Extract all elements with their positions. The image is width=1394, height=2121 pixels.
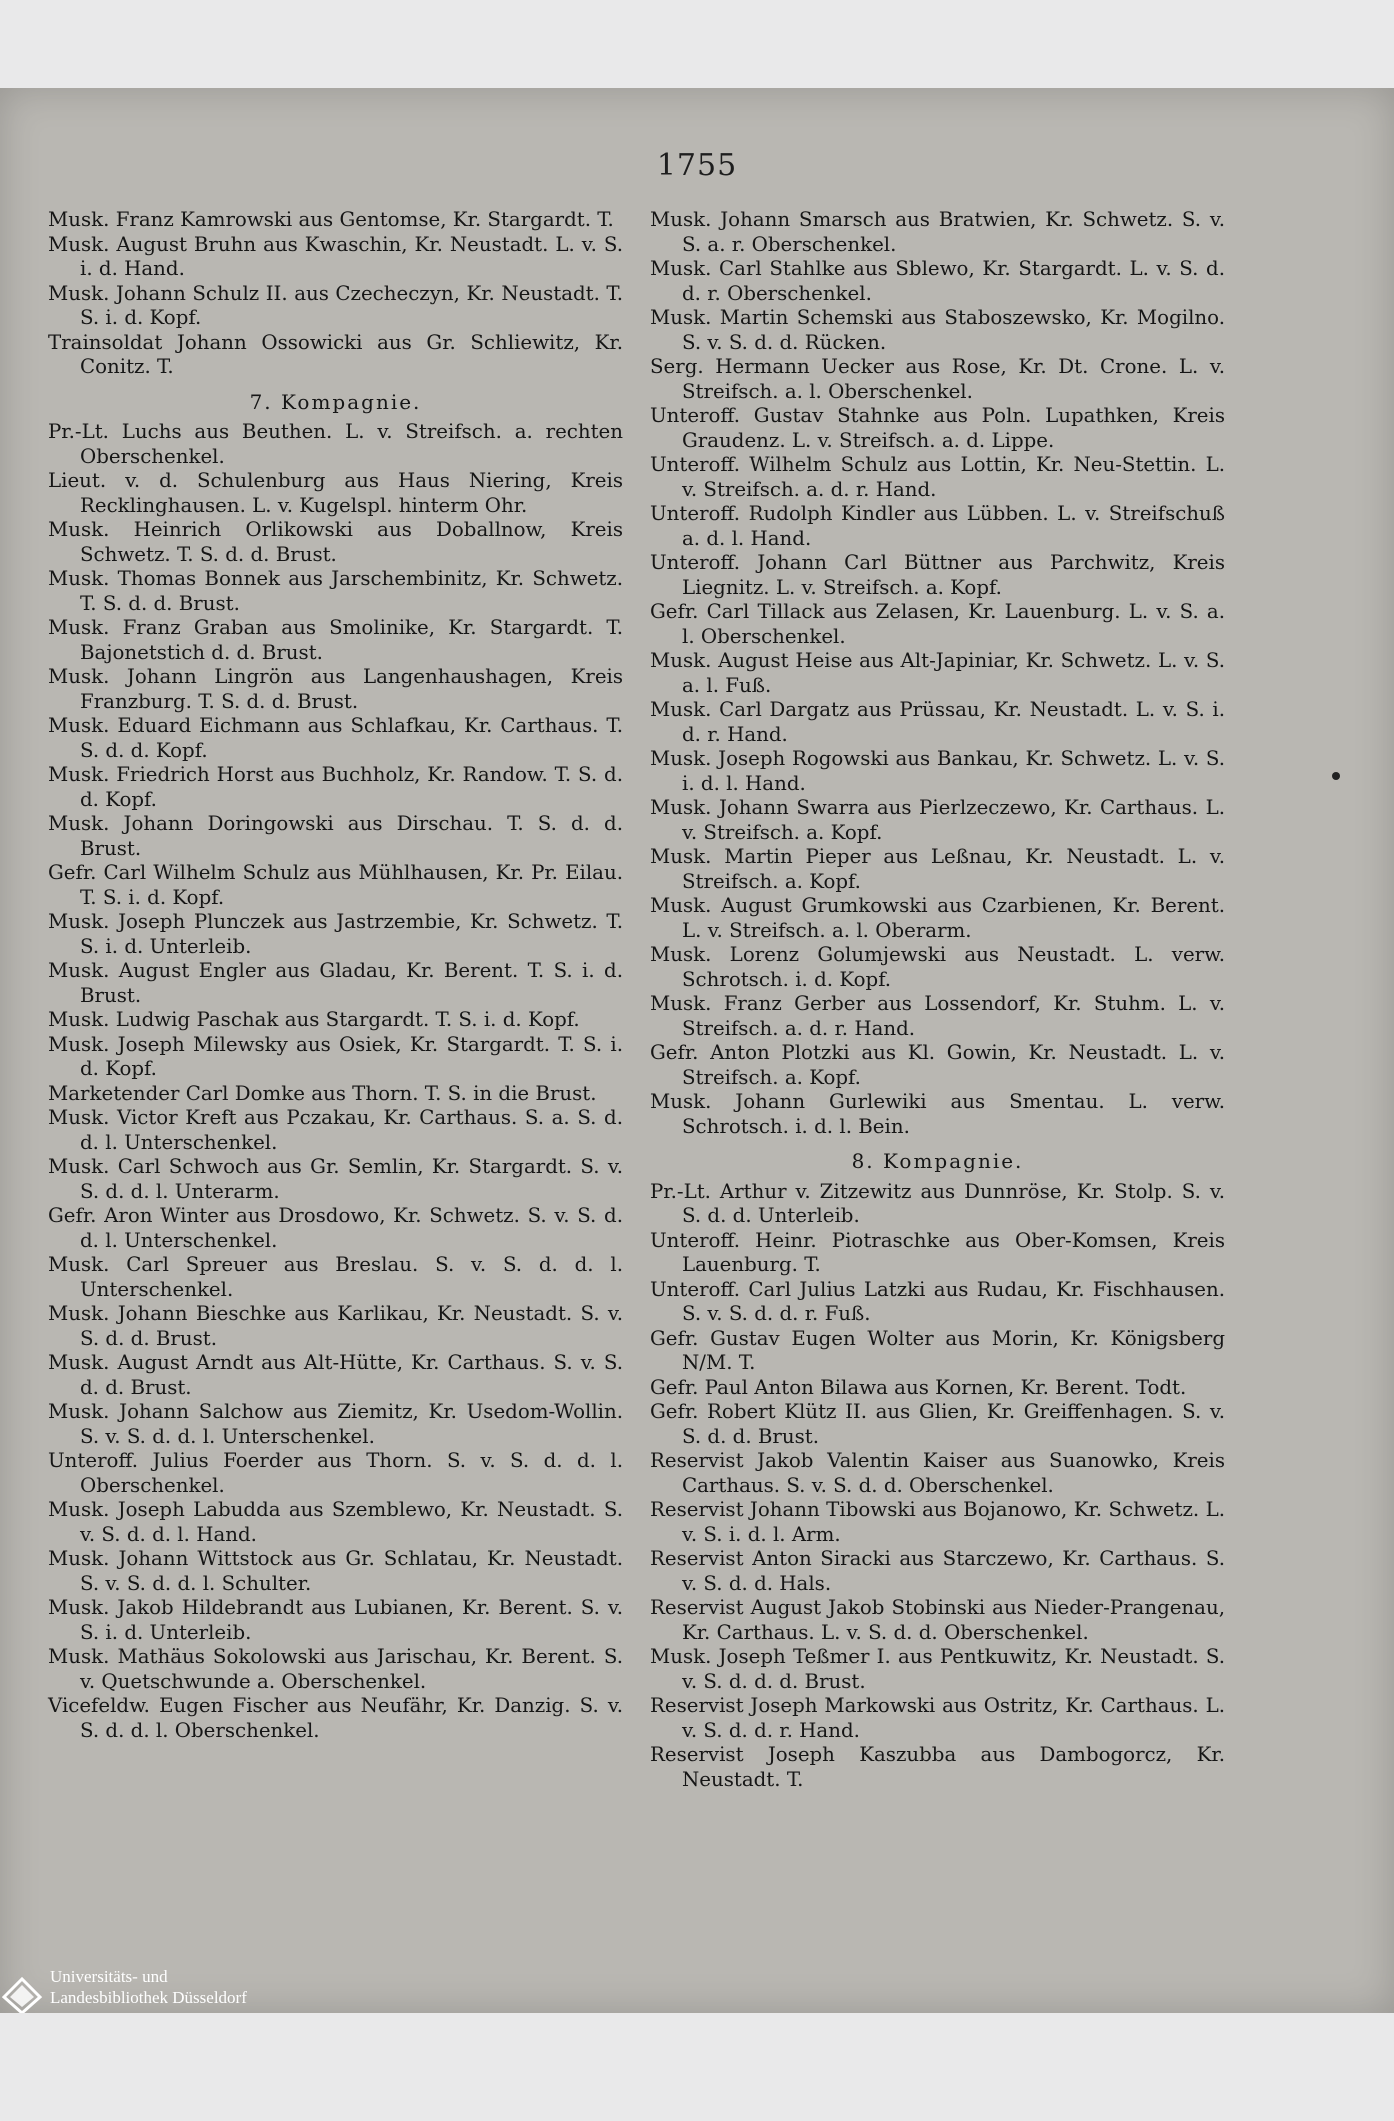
casualty-entry: Reservist Joseph Markowski aus Ostritz, Kr. Carthaus. L. v. S. d. d. r. Hand.: [650, 1694, 1225, 1742]
page-number: 1755: [656, 148, 738, 183]
casualty-entry: Vicefeldw. Eugen Fischer aus Neufähr, Kr. Danzig. S. v. S. d. d. l. Oberschenkel.: [48, 1694, 623, 1742]
casualty-entry: Musk. Joseph Plunczek aus Jastrzembie, Kr. Schwetz. T. S. i. d. Unterleib.: [48, 910, 623, 958]
left-column: [48, 208, 623, 1743]
casualty-entry: Musk. Martin Schemski aus Staboszewsko, Kr. Mogilno. S. v. S. d. d. Rücken.: [650, 306, 1225, 354]
right-column: [650, 208, 1225, 1792]
casualty-entry: Musk. Johann Swarra aus Pierlzeczewo, Kr. Carthaus. L. v. Streifsch. a. Kopf.: [650, 796, 1225, 844]
casualty-entry: Musk. Victor Kreft aus Pczakau, Kr. Carthaus. S. a. S. d. d. l. Unterschenkel.: [48, 1106, 623, 1154]
casualty-entry: Musk. Carl Stahlke aus Sblewo, Kr. Stargardt. L. v. S. d. d. r. Oberschenkel.: [650, 257, 1225, 305]
section-heading: 8. Kompagnie.: [851, 1149, 1024, 1173]
casualty-entry: Unteroff. Heinr. Piotraschke aus Ober-Komsen, Kreis Lauenburg. T.: [650, 1228, 1225, 1276]
casualty-entry: Musk. Joseph Rogowski aus Bankau, Kr. Schwetz. L. v. S. i. d. l. Hand.: [650, 747, 1225, 795]
casualty-entry: Musk. Heinrich Orlikowski aus Doballnow, Kreis Schwetz. T. S. d. d. Brust.: [48, 518, 623, 566]
casualty-entry: Gefr. Carl Wilhelm Schulz aus Mühlhausen, Kr. Pr. Eilau. T. S. i. d. Kopf.: [48, 861, 623, 909]
casualty-entry: Unteroff. Wilhelm Schulz aus Lottin, Kr. Neu-Stettin. L. v. Streifsch. a. d. r. Hand.: [650, 453, 1225, 501]
casualty-entry: Gefr. Paul Anton Bilawa aus Kornen, Kr. Berent. Todt.: [650, 1375, 1187, 1399]
casualty-entry: Gefr. Robert Klütz II. aus Glien, Kr. Greiffenhagen. S. v. S. d. d. Brust.: [650, 1400, 1225, 1448]
casualty-entry: Musk. Mathäus Sokolowski aus Jarischau, Kr. Berent. S. v. Quetschwunde a. Oberschenkel.: [48, 1645, 623, 1693]
margin-dot: [1332, 772, 1340, 780]
casualty-entry: Unteroff. Julius Foerder aus Thorn. S. v. S. d. d. l. Oberschenkel.: [48, 1449, 623, 1497]
casualty-entry: Musk. Carl Schwoch aus Gr. Semlin, Kr. Stargardt. S. v. S. d. d. l. Unterarm.: [48, 1155, 623, 1203]
casualty-entry: Musk. Johann Salchow aus Ziemitz, Kr. Usedom-Wollin. S. v. S. d. d. l. Unterschenkel.: [48, 1400, 623, 1448]
casualty-entry: Gefr. Aron Winter aus Drosdowo, Kr. Schwetz. S. v. S. d. d. l. Unterschenkel.: [48, 1204, 623, 1252]
casualty-entry: Musk. Ludwig Paschak aus Stargardt. T. S. i. d. Kopf.: [48, 1008, 580, 1031]
casualty-entry: Musk. Franz Graban aus Smolinike, Kr. Stargardt. T. Bajonetstich d. d. Brust.: [48, 616, 623, 664]
casualty-entry: Musk. Eduard Eichmann aus Schlafkau, Kr. Carthaus. T. S. d. d. Kopf.: [48, 714, 623, 762]
footer-line-2: Landesbibliothek Düsseldorf: [50, 1988, 247, 2007]
casualty-entry: Musk. August Heise aus Alt-Japiniar, Kr. Schwetz. L. v. S. a. l. Fuß.: [650, 649, 1225, 697]
library-footer: [0, 1963, 400, 2021]
casualty-entry: Musk. Johann Wittstock aus Gr. Schlatau, Kr. Neustadt. S. v. S. d. d. l. Schulter.: [48, 1547, 623, 1595]
casualty-entry: Unteroff. Carl Julius Latzki aus Rudau, Kr. Fischhausen. S. v. S. d. d. r. Fuß.: [650, 1277, 1225, 1325]
casualty-entry: Musk. Carl Spreuer aus Breslau. S. v. S. d. d. l. Unterschenkel.: [48, 1253, 623, 1301]
casualty-entry: Musk. Jakob Hildebrandt aus Lubianen, Kr. Berent. S. v. S. i. d. Unterleib.: [48, 1596, 623, 1644]
footer-line-1: Universitäts- und: [50, 1967, 168, 1986]
casualty-entry: Reservist Anton Siracki aus Starczewo, Kr. Carthaus. S. v. S. d. d. Hals.: [650, 1547, 1225, 1595]
casualty-entry: Reservist Jakob Valentin Kaiser aus Suanowko, Kreis Carthaus. S. v. S. d. d. Oberschenkel.: [650, 1449, 1225, 1497]
casualty-entry: Musk. Lorenz Golumjewski aus Neustadt. L. verw. Schrotsch. i. d. Kopf.: [650, 943, 1225, 991]
casualty-entry: Musk. August Bruhn aus Kwaschin, Kr. Neustadt. L. v. S. i. d. Hand.: [48, 232, 623, 280]
casualty-entry: Musk. Martin Pieper aus Leßnau, Kr. Neustadt. L. v. Streifsch. a. Kopf.: [650, 845, 1225, 893]
casualty-entry: Musk. Carl Dargatz aus Prüssau, Kr. Neustadt. L. v. S. i. d. r. Hand.: [650, 698, 1225, 746]
casualty-entry: Pr.-Lt. Luchs aus Beuthen. L. v. Streifsch. a. rechten Oberschenkel.: [48, 420, 623, 468]
casualty-entry: Musk. Joseph Teßmer I. aus Pentkuwitz, Kr. Neustadt. S. v. S. d. d. d. Brust.: [650, 1645, 1225, 1693]
casualty-entry: Gefr. Gustav Eugen Wolter aus Morin, Kr. Königsberg N/M. T.: [650, 1326, 1225, 1374]
casualty-entry: Serg. Hermann Uecker aus Rose, Kr. Dt. Crone. L. v. Streifsch. a. l. Oberschenkel.: [650, 355, 1225, 403]
casualty-entry: Lieut. v. d. Schulenburg aus Haus Niering, Kreis Recklinghausen. L. v. Kugelspl. hinterm Ohr.: [48, 469, 623, 517]
casualty-entry: Unteroff. Gustav Stahnke aus Poln. Lupathken, Kreis Graudenz. L. v. Streifsch. a. d. Lippe.: [650, 404, 1225, 452]
casualty-entry: Pr.-Lt. Arthur v. Zitzewitz aus Dunnröse, Kr. Stolp. S. v. S. d. d. Unterleib.: [650, 1179, 1225, 1227]
casualty-entry: Reservist Joseph Kaszubba aus Dambogorcz, Kr. Neustadt. T.: [650, 1743, 1225, 1791]
casualty-entry: Musk. Johann Doringowski aus Dirschau. T. S. d. d. Brust.: [48, 812, 623, 860]
casualty-entry: Musk. Joseph Labudda aus Szemblewo, Kr. Neustadt. S. v. S. d. d. l. Hand.: [48, 1498, 623, 1546]
casualty-entry: Musk. Johann Lingrön aus Langenhaushagen, Kreis Franzburg. T. S. d. d. Brust.: [48, 665, 623, 713]
casualty-entry: Musk. Joseph Milewsky aus Osiek, Kr. Stargardt. T. S. i. d. Kopf.: [48, 1032, 623, 1080]
casualty-entry: Musk. Johann Smarsch aus Bratwien, Kr. Schwetz. S. v. S. a. r. Oberschenkel.: [650, 208, 1225, 256]
casualty-entry: Unteroff. Johann Carl Büttner aus Parchwitz, Kreis Liegnitz. L. v. Streifsch. a. Kopf.: [650, 551, 1225, 599]
casualty-entry: Musk. Friedrich Horst aus Buchholz, Kr. Randow. T. S. d. d. Kopf.: [48, 763, 623, 811]
casualty-entry: Musk. August Engler aus Gladau, Kr. Berent. T. S. i. d. Brust.: [48, 959, 623, 1007]
casualty-entry: Musk. Johann Bieschke aus Karlikau, Kr. Neustadt. S. v. S. d. d. Brust.: [48, 1302, 623, 1350]
casualty-entry: Unteroff. Rudolph Kindler aus Lübben. L. v. Streifschuß a. d. l. Hand.: [650, 502, 1225, 550]
casualty-entry: Musk. Franz Kamrowski aus Gentomse, Kr. Stargardt. T.: [48, 208, 614, 231]
casualty-entry: Gefr. Anton Plotzki aus Kl. Gowin, Kr. Neustadt. L. v. Streifsch. a. Kopf.: [650, 1041, 1225, 1089]
casualty-entry: Gefr. Carl Tillack aus Zelasen, Kr. Lauenburg. L. v. S. a. l. Oberschenkel.: [650, 600, 1225, 648]
casualty-entry: Marketender Carl Domke aus Thorn. T. S. in die Brust.: [48, 1081, 597, 1105]
casualty-entry: Musk. Johann Gurlewiki aus Smentau. L. verw. Schrotsch. i. d. l. Bein.: [650, 1090, 1225, 1138]
casualty-entry: Musk. August Arndt aus Alt-Hütte, Kr. Carthaus. S. v. S. d. d. Brust.: [48, 1351, 623, 1399]
casualty-entry: Musk. Franz Gerber aus Lossendorf, Kr. Stuhm. L. v. Streifsch. a. d. r. Hand.: [650, 992, 1225, 1040]
casualty-entry: Reservist Johann Tibowski aus Bojanowo, Kr. Schwetz. L. v. S. i. d. l. Arm.: [650, 1498, 1225, 1546]
casualty-entry: Musk. Thomas Bonnek aus Jarschembinitz, Kr. Schwetz. T. S. d. d. Brust.: [48, 567, 623, 615]
casualty-entry: Reservist August Jakob Stobinski aus Nieder-Prangenau, Kr. Carthaus. L. v. S. d. d. Oberschenkel.: [650, 1596, 1225, 1644]
footer-text: [50, 1966, 247, 2008]
casualty-entry: Musk. Johann Schulz II. aus Czecheczyn, Kr. Neustadt. T. S. i. d. Kopf.: [48, 281, 623, 329]
document-page: [0, 88, 1394, 2013]
section-heading: 7. Kompagnie.: [249, 389, 422, 414]
ulb-logo-icon: [0, 1973, 44, 2017]
casualty-entry: Musk. August Grumkowski aus Czarbienen, Kr. Berent. L. v. Streifsch. a. l. Oberarm.: [650, 894, 1225, 942]
casualty-entry: Trainsoldat Johann Ossowicki aus Gr. Schliewitz, Kr. Conitz. T.: [48, 330, 623, 378]
